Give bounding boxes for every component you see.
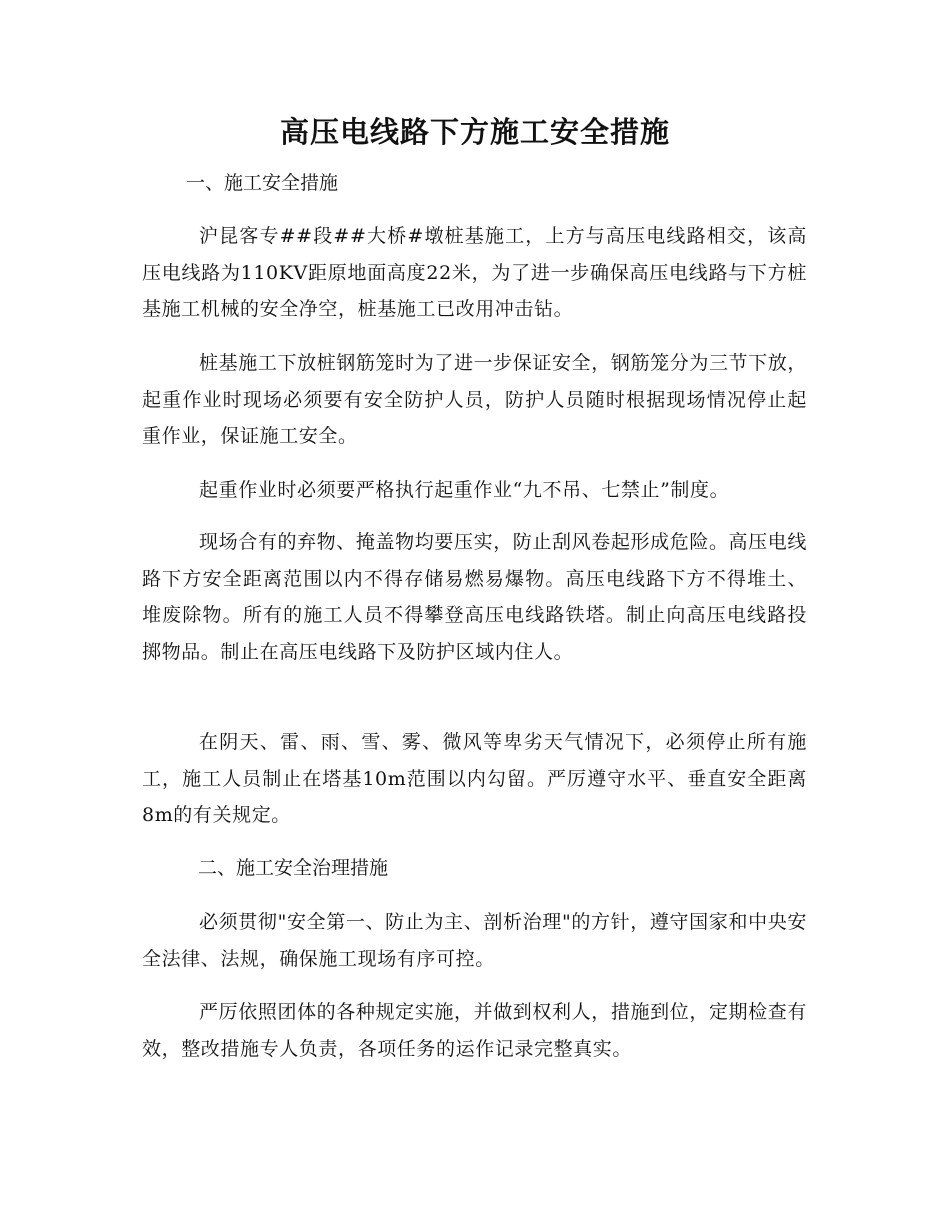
paragraph-1-3: 起重作业时必须要严格执行起重作业“九不吊、七禁止”制度。 — [199, 479, 730, 501]
paragraph-1-4: 现场合有的弃物、掩盖物均要压实，防止刮风卷起形成危险。高压电线路下方安全距离范围以内不得存储易燃易爆物。高压电线路下方不得堆土、堆废除物。所有的施工人员不得攀登高压电线路铁塔。制止向高压电线路投掷物品。制止在高压电线路下及防护区域内住人。 — [142, 531, 807, 663]
paragraph-1-2: 桩基施工下放桩钢筋笼时为了进一步保证安全，钢筋笼分为三节下放，起重作业时现场必须要有安全防护人员，防护人员随时根据现场情况停止起重作业，保证施工安全。 — [142, 352, 807, 447]
paragraph-1-1: 沪昆客专##段##大桥#墩桩基施工，上方与高压电线路相交，该高压电线路为110KV距原地面高度22米，为了进一步确保高压电线路与下方桩基施工机械的安全净空，桩基施工已改用冲击钻。 — [142, 225, 807, 320]
paragraph-2-1: 必须贯彻"安全第一、防止为主、剖析治理"的方针，遵守国家和中央安全法律、法规，确保施工现场有序可控。 — [142, 911, 807, 970]
paragraph-1-5: 在阴天、雷、雨、雪、雾、微风等卑劣天气情况下，必须停止所有施工，施工人员制止在塔基10m范围以内勾留。严厉遵守水平、垂直安全距离8m的有关规定。 — [142, 731, 807, 826]
section-heading-2: 二、施工安全治理措施 — [198, 857, 389, 879]
document-title: 高压电线路下方施工安全措施 — [279, 115, 670, 149]
paragraph-2-2: 严厉依照团体的各种规定实施，并做到权利人，措施到位，定期检查有效，整改措施专人负责，各项任务的运作记录完整真实。 — [142, 1001, 807, 1060]
section-heading-1: 一、施工安全措施 — [186, 172, 339, 194]
